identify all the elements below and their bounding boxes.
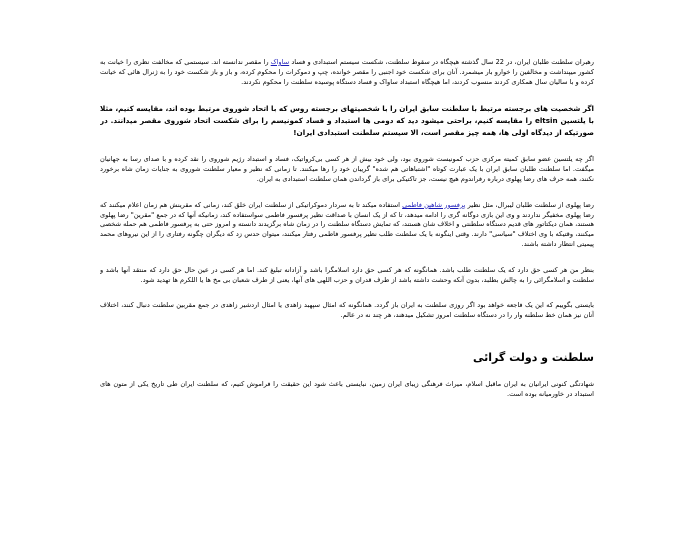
paragraph-7: شهادتگی کنونی ایرانیان به ایران ماقبل اسلام، میراث فرهنگی زیبای ایران زمین، نبایستی باعث شود این حقیقت را فراموش کنیم، که سلطنت ایران طی تاریخ یکی از متون های استبداد در خاورمیانه بوده است. [100, 379, 594, 398]
paragraph-4-text-start: رضا پهلوی از سلطنت طلبان لیبرال، مثل نظیر [467, 200, 594, 209]
paragraph-4 [100, 201, 594, 250]
paragraph-1-text-end: را مقصر ندانسته اند. سیستمی که مخالفت نظری را خیانت به کشور میپنداشت و مخالفین را خوارو بار میشمرد. آنان برای شکست خود اجنبی را مقصر خوانده، چپ و دموکرات را محکوم کرده، و باز و باز شکست خود را به ژنرال هائی که خیانت کرده و با سالیان سال همکاری کردند منسوب کردند، اما هیچگاه استبداد ساواک و فساد دستگاه پوسیده سلطنت را محکوم نکردند. [100, 58, 594, 86]
paragraph-4-text-end: استفاده میکند تا به سردار دموکراتیکی از سلطنت ایران خلق کند، زمانی که مقرینش هم زمان اعلام میکنند که رضا پهلوی مخفیگر نداردند و وی این بازی دوگانه گری را ادامه میدهد، تا که از یک انسان با صداقت نظیر پرفسور فاطمی سواستفاده کند، زمانیکه آنها که در جمع "مقرین" رضا پهلوی هستند، همان دیکتاتور های قدیم دستگاه سلطنتی و اخلاف شان هستند، که تمایش دستگاه سلطنت را در زمان شاه برگزیدند دانسته و امروز حتی به پرفسور فاطمی هم حمله شخصی میکنند، وقتیکه با وی اختلاف "سیاسی" دارند. وقتی اینگونه با یک سلطنت طلب نظیر پرفسور فاطمی رفتار میکنند، میتوان حدس زد که دیگران چگونه رفتاری را از این نیروهای محمد پیمیتی انتظار داشته باشند. [100, 200, 594, 248]
paragraph-5: بنظر من هر کسی حق دارد که یک سلطنت طلب باشد. همانگونه که هر کسی حق دارد اسلامگرا باشد و آزادانه تبلیغ کند. اما هر کسی در عین حال حق دارد که منتقد آنها باشد و سلطنت و اسلامگرائی را به چالش بطلبد، بدون آنکه وحشت داشته باشد از طرف قدران و حزب اللهی های آنها، یعنی از طرف شعبان بی مخ ها یا اللکرم ها تهدید شود. [100, 265, 594, 284]
paragraph-2-bold: اگر شخصیت های برجسته مرتبط با سلطنت سابق ایران را با شخصیتهای برجسته روس که با اتحاد شوروی مرتبط بوده اند، مقایسه کنیم، مثلا با یلتسین eltsin را مقایسه کنیم، براحتی میشود دید که دومی ها استبداد و فساد کمونیسم را برای شکست اتحاد شوروی مقصر میدانند. در صورتیکه از دیدگاه اولی ها، همه چیز مقصر است، الا سیستم سلطنت استبدادی ایران! [100, 104, 594, 138]
section-heading: سلطنت و دولت گرائی [472, 350, 594, 364]
paragraph-1-text-start: رهبران سلطنت طلبان ایران، در 22 سال گذشته هیچگاه در سقوط سلطنت، شکست سیستم استبدادی و فساد [291, 58, 594, 66]
paragraph-1 [100, 58, 594, 87]
fatemi-link[interactable]: پرفسور شاهین فاطمی [402, 200, 466, 209]
savak-link[interactable]: ساواک [270, 58, 290, 66]
paragraph-6: بایستی بگوییم که این یک فاجعه خواهد بود اگر روزی سلطنت به ایران باز گردد. همانگونه که امثال سپهبد زاهدی یا امثال اردشیر زاهدی در جمع مقربین سلطنت دنبال کنند، اختلاف آنان نیز همان خط سلطنه وار را در دستگاه سلطنت امروز تشکیل میدهند، هر چند نه در عالم. [100, 301, 594, 320]
paragraph-3: اگر چه یلتسین عضو سابق کمیته مرکزی حزب کمونیست شوروی بود، ولی خود بیش از هر کسی بی‌کرواتیک، فساد و استبداد رژیم شوروی را نقد کرده و با صدای رسا به جهانیان میگفت. اما سلطنت طلبان سابق ایران با یک عبارت کوتاه "اشتباهاتی هم شده" گریبان خود را رها میکنند. تا زمانی که نظیر و معیار سلطنت شوروی به جنایات زمان شاه برخورد نکنند، همه حرف های رضا پهلوی درباره رفراندوم هیچ نیست، جز تاکتیکی برای باز گرداندن همان سلطنت استبدادی به ایران. [100, 155, 594, 183]
